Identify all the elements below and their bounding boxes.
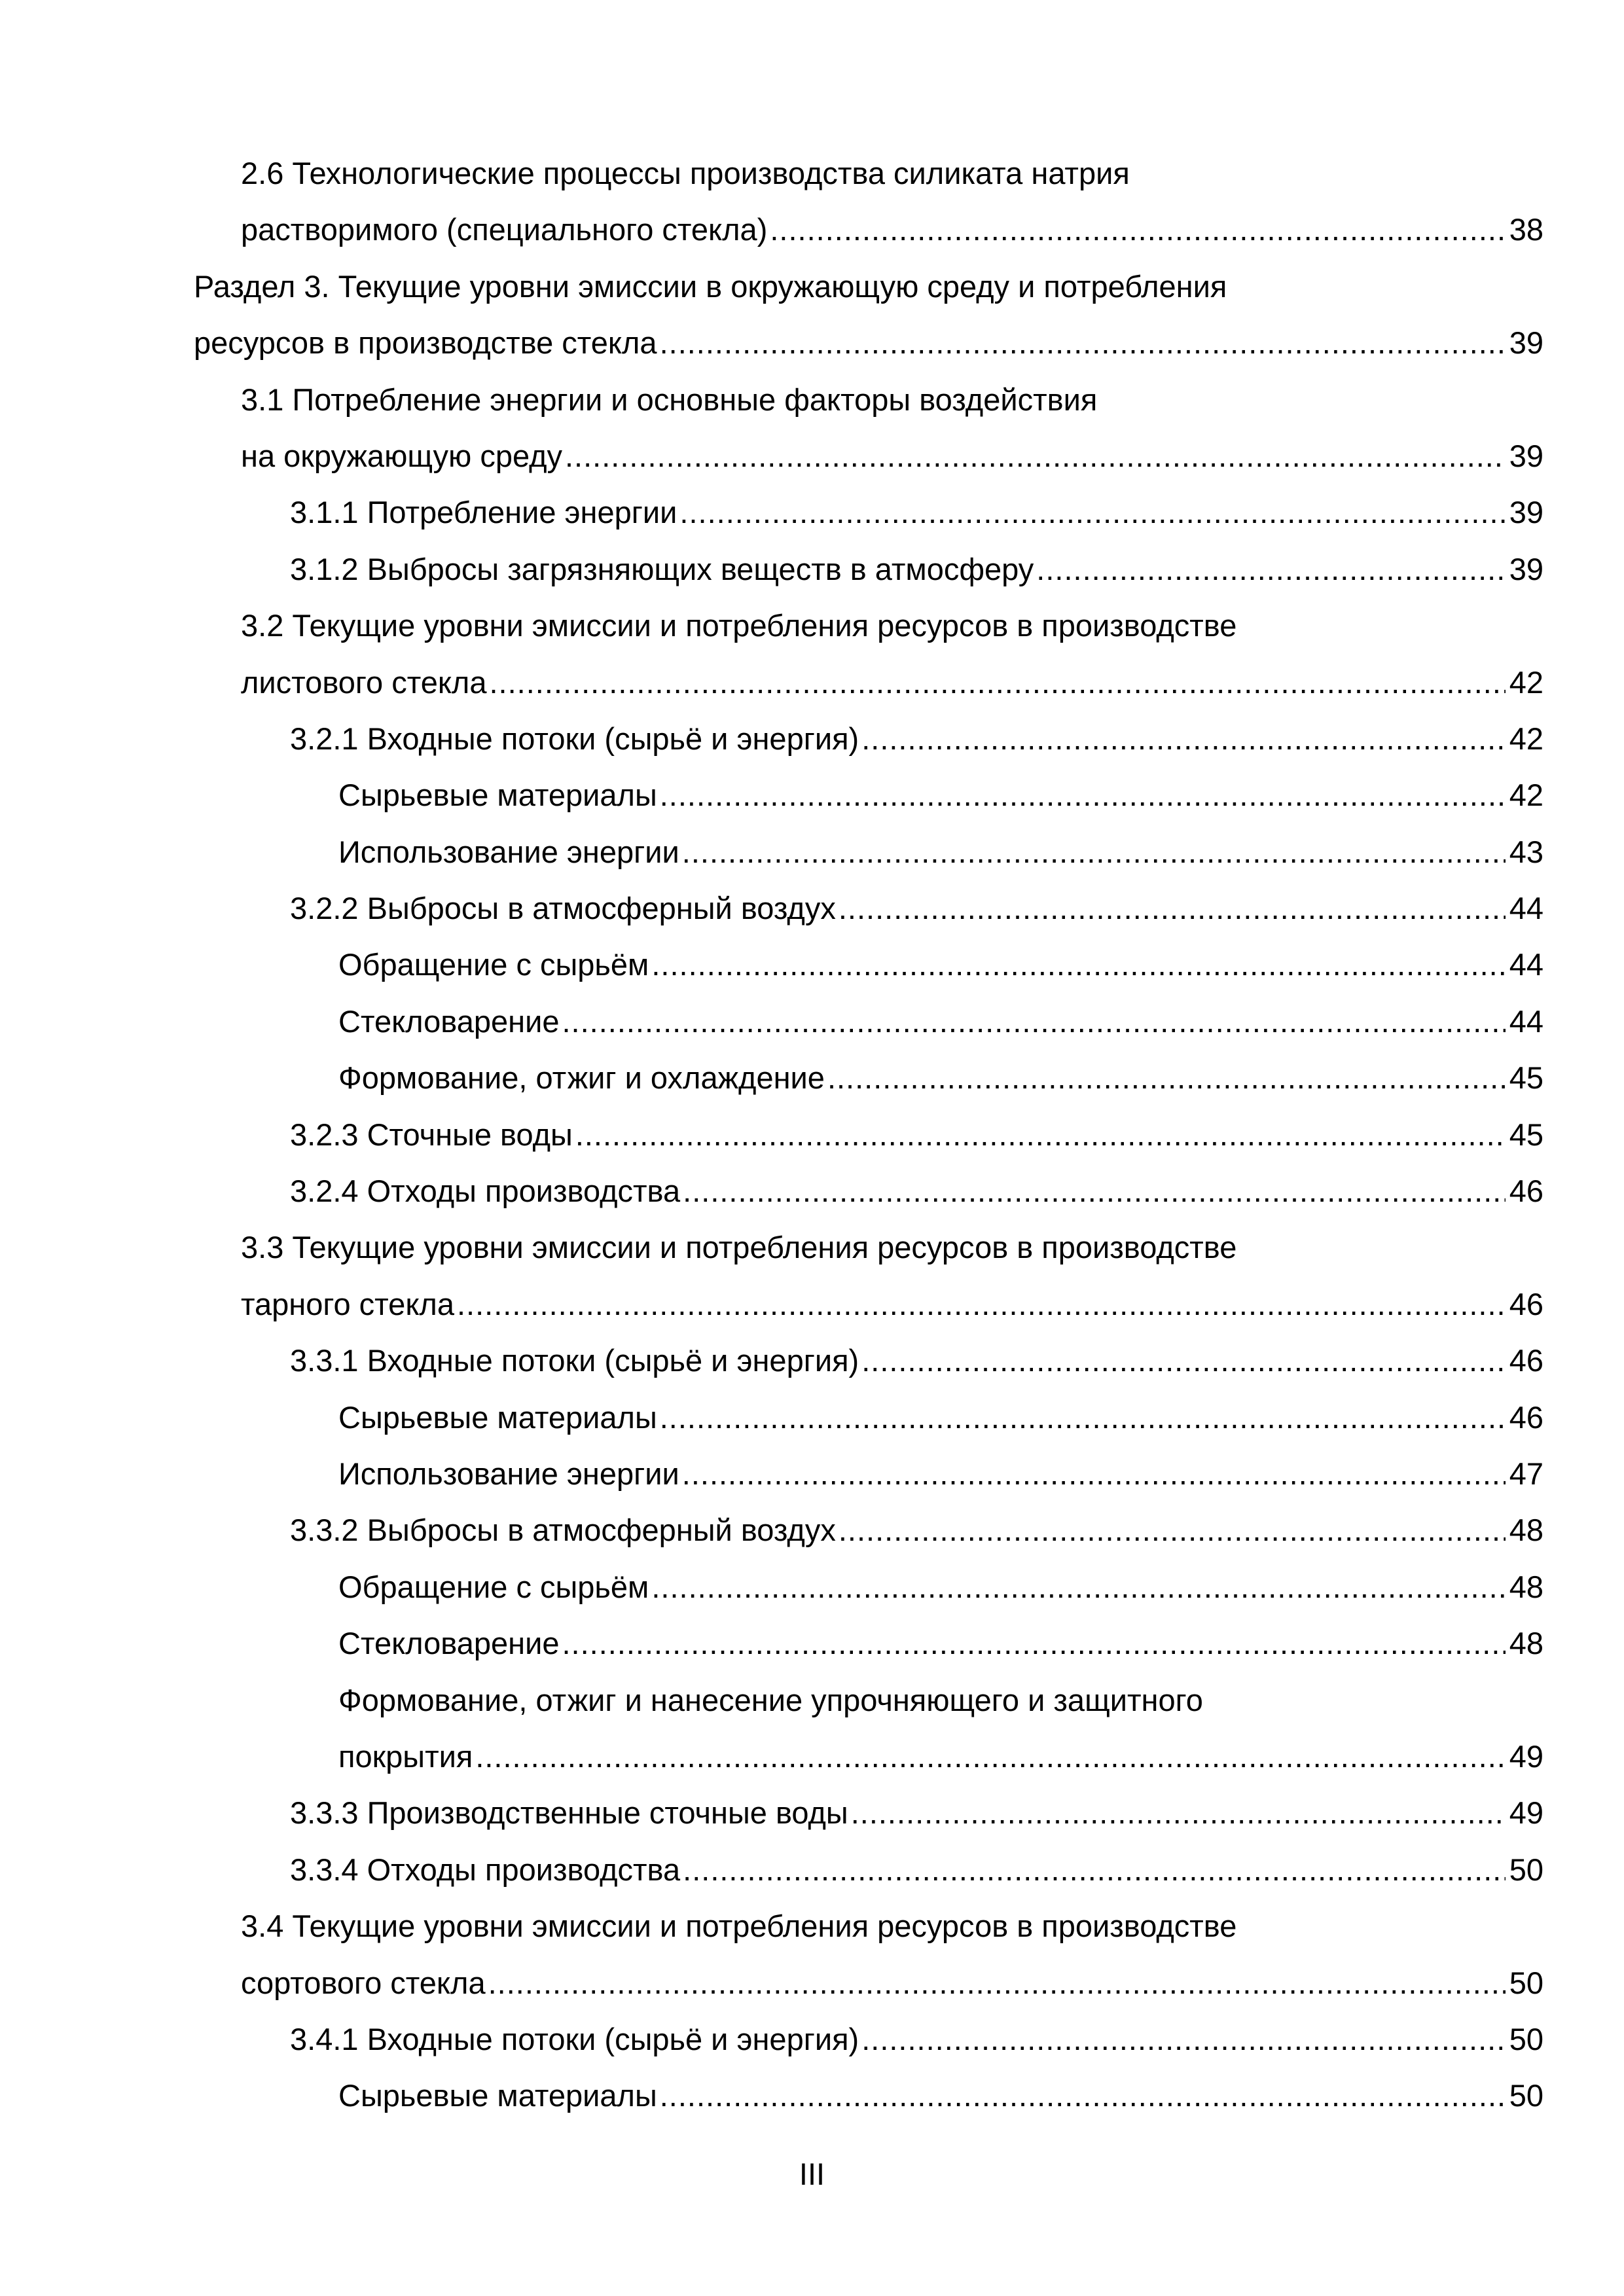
toc-entry[interactable]: [0, 1446, 1624, 1502]
toc-page-number: 44: [1509, 891, 1543, 926]
toc-entry-continued-line: [0, 1898, 1624, 1954]
toc-entry-title-line: 3.3 Текущие уровни эмиссии и потребления ресурсов в производстве: [241, 1230, 1237, 1265]
table-of-contents: [0, 145, 1624, 2125]
toc-page-number: 39: [1509, 495, 1543, 530]
toc-entry-title: 3.3.3 Производственные сточные воды: [290, 1795, 848, 1831]
toc-entry[interactable]: [0, 1502, 1624, 1558]
dot-leader: [575, 1107, 1506, 1163]
toc-entry-continued-line: [0, 145, 1624, 202]
toc-entry[interactable]: [0, 1107, 1624, 1163]
dot-leader: [651, 937, 1505, 993]
dot-leader: [827, 1050, 1506, 1106]
toc-page-number: 48: [1509, 1569, 1543, 1604]
toc-page-number: 42: [1509, 721, 1543, 756]
toc-entry-title: ресурсов в производстве стекла: [194, 325, 657, 361]
toc-entry-continued-line: [0, 1219, 1624, 1276]
toc-entry[interactable]: [0, 1333, 1624, 1389]
toc-page-number: 49: [1509, 1738, 1543, 1774]
toc-entry-title: 3.3.2 Выбросы в атмосферный воздух: [290, 1513, 836, 1548]
dot-leader: [770, 202, 1505, 258]
toc-page-number: 44: [1509, 1003, 1543, 1039]
toc-entry[interactable]: [0, 1955, 1624, 2011]
toc-entry-title: тарного стекла: [241, 1286, 454, 1321]
toc-page-number: 46: [1509, 1174, 1543, 1209]
dot-leader: [683, 1163, 1506, 1219]
toc-entry[interactable]: [0, 1785, 1624, 1841]
page-number: III: [799, 2157, 825, 2191]
toc-entry-title: Формование, отжиг и охлаждение: [338, 1060, 825, 1096]
toc-entry-continued-line: [0, 598, 1624, 654]
toc-entry[interactable]: [0, 994, 1624, 1050]
toc-entry[interactable]: [0, 1276, 1624, 1333]
toc-entry-title: Обращение с сырьём: [338, 1569, 649, 1604]
dot-leader: [679, 484, 1505, 541]
toc-entry[interactable]: [0, 484, 1624, 541]
dot-leader: [490, 655, 1506, 711]
toc-page-number: 39: [1509, 325, 1543, 361]
toc-entry-continued-line: [0, 372, 1624, 428]
dot-leader: [861, 2011, 1506, 2068]
toc-entry-title: 3.2.3 Сточные воды: [290, 1117, 573, 1152]
toc-page-number: 50: [1509, 2078, 1543, 2113]
toc-page-number: 38: [1509, 212, 1543, 247]
toc-page-number: 49: [1509, 1795, 1543, 1831]
toc-entry[interactable]: [0, 655, 1624, 711]
toc-entry-title: Сырьевые материалы: [338, 778, 657, 813]
toc-entry[interactable]: [0, 880, 1624, 937]
toc-entry-title: 3.3.1 Входные потоки (сырьё и энергия): [290, 1343, 859, 1378]
toc-page-number: 45: [1509, 1117, 1543, 1152]
toc-entry[interactable]: [0, 711, 1624, 767]
toc-entry-title: растворимого (специального стекла): [241, 212, 768, 247]
dot-leader: [562, 994, 1505, 1050]
toc-entry-title: Использование энергии: [338, 1456, 679, 1491]
toc-page-number: 50: [1509, 1965, 1543, 2000]
dot-leader: [682, 1446, 1506, 1502]
toc-entry-title: Стекловарение: [338, 1626, 560, 1661]
toc-entry[interactable]: [0, 1559, 1624, 1615]
dot-leader: [565, 428, 1506, 484]
toc-page-number: 45: [1509, 1060, 1543, 1096]
toc-entry[interactable]: [0, 202, 1624, 258]
toc-entry-title-line: 3.1 Потребление энергии и основные факторы воздействия: [241, 382, 1098, 417]
toc-entry-title-line: 2.6 Технологические процессы производства силиката натрия: [241, 156, 1130, 190]
toc-entry-title-line: Формование, отжиг и нанесение упрочняющего и защитного: [338, 1682, 1203, 1717]
toc-page-number: 46: [1509, 1286, 1543, 1321]
toc-entry[interactable]: [0, 1050, 1624, 1106]
toc-entry[interactable]: [0, 1729, 1624, 1785]
toc-entry[interactable]: [0, 428, 1624, 484]
toc-entry[interactable]: [0, 315, 1624, 371]
dot-leader: [861, 711, 1506, 767]
toc-entry-title: 3.3.4 Отходы производства: [290, 1852, 681, 1887]
toc-entry-title: Обращение с сырьём: [338, 947, 649, 982]
toc-entry[interactable]: [0, 541, 1624, 598]
toc-entry-title: Использование энергии: [338, 834, 679, 869]
toc-entry[interactable]: [0, 1390, 1624, 1446]
toc-page-number: 42: [1509, 664, 1543, 700]
toc-entry[interactable]: [0, 1163, 1624, 1219]
toc-page-number: 50: [1509, 1852, 1543, 1887]
toc-entry-title: Сырьевые материалы: [338, 1399, 657, 1435]
toc-page-number: 48: [1509, 1626, 1543, 1661]
dot-leader: [683, 1842, 1506, 1898]
toc-page-number: 50: [1509, 2021, 1543, 2056]
toc-entry[interactable]: [0, 1615, 1624, 1672]
dot-leader: [651, 1559, 1505, 1615]
toc-entry-title-line: 3.2 Текущие уровни эмиссии и потребления ресурсов в производстве: [241, 608, 1237, 643]
toc-page-number: 48: [1509, 1513, 1543, 1548]
dot-leader: [562, 1615, 1505, 1672]
dot-leader: [660, 2068, 1506, 2124]
toc-entry-title-line: Раздел 3. Текущие уровни эмиссии в окружающую среду и потребления: [194, 268, 1227, 304]
toc-entry-title-line: 3.4 Текущие уровни эмиссии и потребления ресурсов в производстве: [241, 1909, 1237, 1944]
dot-leader: [660, 315, 1506, 371]
toc-entry-title: Стекловарение: [338, 1003, 560, 1039]
toc-entry-title: Сырьевые материалы: [338, 2078, 657, 2113]
toc-page-number: 42: [1509, 778, 1543, 813]
toc-entry-title: 3.2.1 Входные потоки (сырьё и энергия): [290, 721, 859, 756]
toc-entry[interactable]: [0, 937, 1624, 993]
toc-entry-title: 3.1.2 Выбросы загрязняющих веществ в атмосферу: [290, 551, 1034, 586]
dot-leader: [488, 1955, 1506, 2011]
toc-entry-title: листового стекла: [241, 664, 487, 700]
dot-leader: [861, 1333, 1506, 1389]
dot-leader: [682, 824, 1506, 880]
toc-entry[interactable]: [0, 824, 1624, 880]
dot-leader: [660, 767, 1506, 823]
toc-entry-title: 3.2.2 Выбросы в атмосферный воздух: [290, 891, 836, 926]
toc-entry[interactable]: [0, 2011, 1624, 2068]
toc-page-number: 46: [1509, 1343, 1543, 1378]
toc-entry-continued-line: [0, 1672, 1624, 1729]
toc-page-number: 46: [1509, 1399, 1543, 1435]
dot-leader: [839, 1502, 1506, 1558]
toc-entry[interactable]: [0, 767, 1624, 823]
toc-page-number: 43: [1509, 834, 1543, 869]
dot-leader: [839, 880, 1506, 937]
toc-page-number: 39: [1509, 551, 1543, 586]
dot-leader: [457, 1276, 1506, 1333]
toc-page-number: 39: [1509, 438, 1543, 473]
dot-leader: [1036, 541, 1505, 598]
dot-leader: [660, 1390, 1506, 1446]
toc-entry-title: покрытия: [338, 1738, 473, 1774]
toc-page-number: 44: [1509, 947, 1543, 982]
dot-leader: [851, 1785, 1506, 1841]
dot-leader: [475, 1729, 1505, 1785]
toc-entry[interactable]: [0, 1842, 1624, 1898]
toc-entry-title: сортового стекла: [241, 1965, 486, 2000]
toc-entry-title: на окружающую среду: [241, 438, 562, 473]
toc-entry-title: 3.2.4 Отходы производства: [290, 1174, 681, 1209]
toc-entry-title: 3.1.1 Потребление энергии: [290, 495, 677, 530]
toc-page-number: 47: [1509, 1456, 1543, 1491]
toc-entry[interactable]: [0, 2068, 1624, 2124]
toc-entry-title: 3.4.1 Входные потоки (сырьё и энергия): [290, 2021, 859, 2056]
toc-entry-continued-line: [0, 259, 1624, 315]
